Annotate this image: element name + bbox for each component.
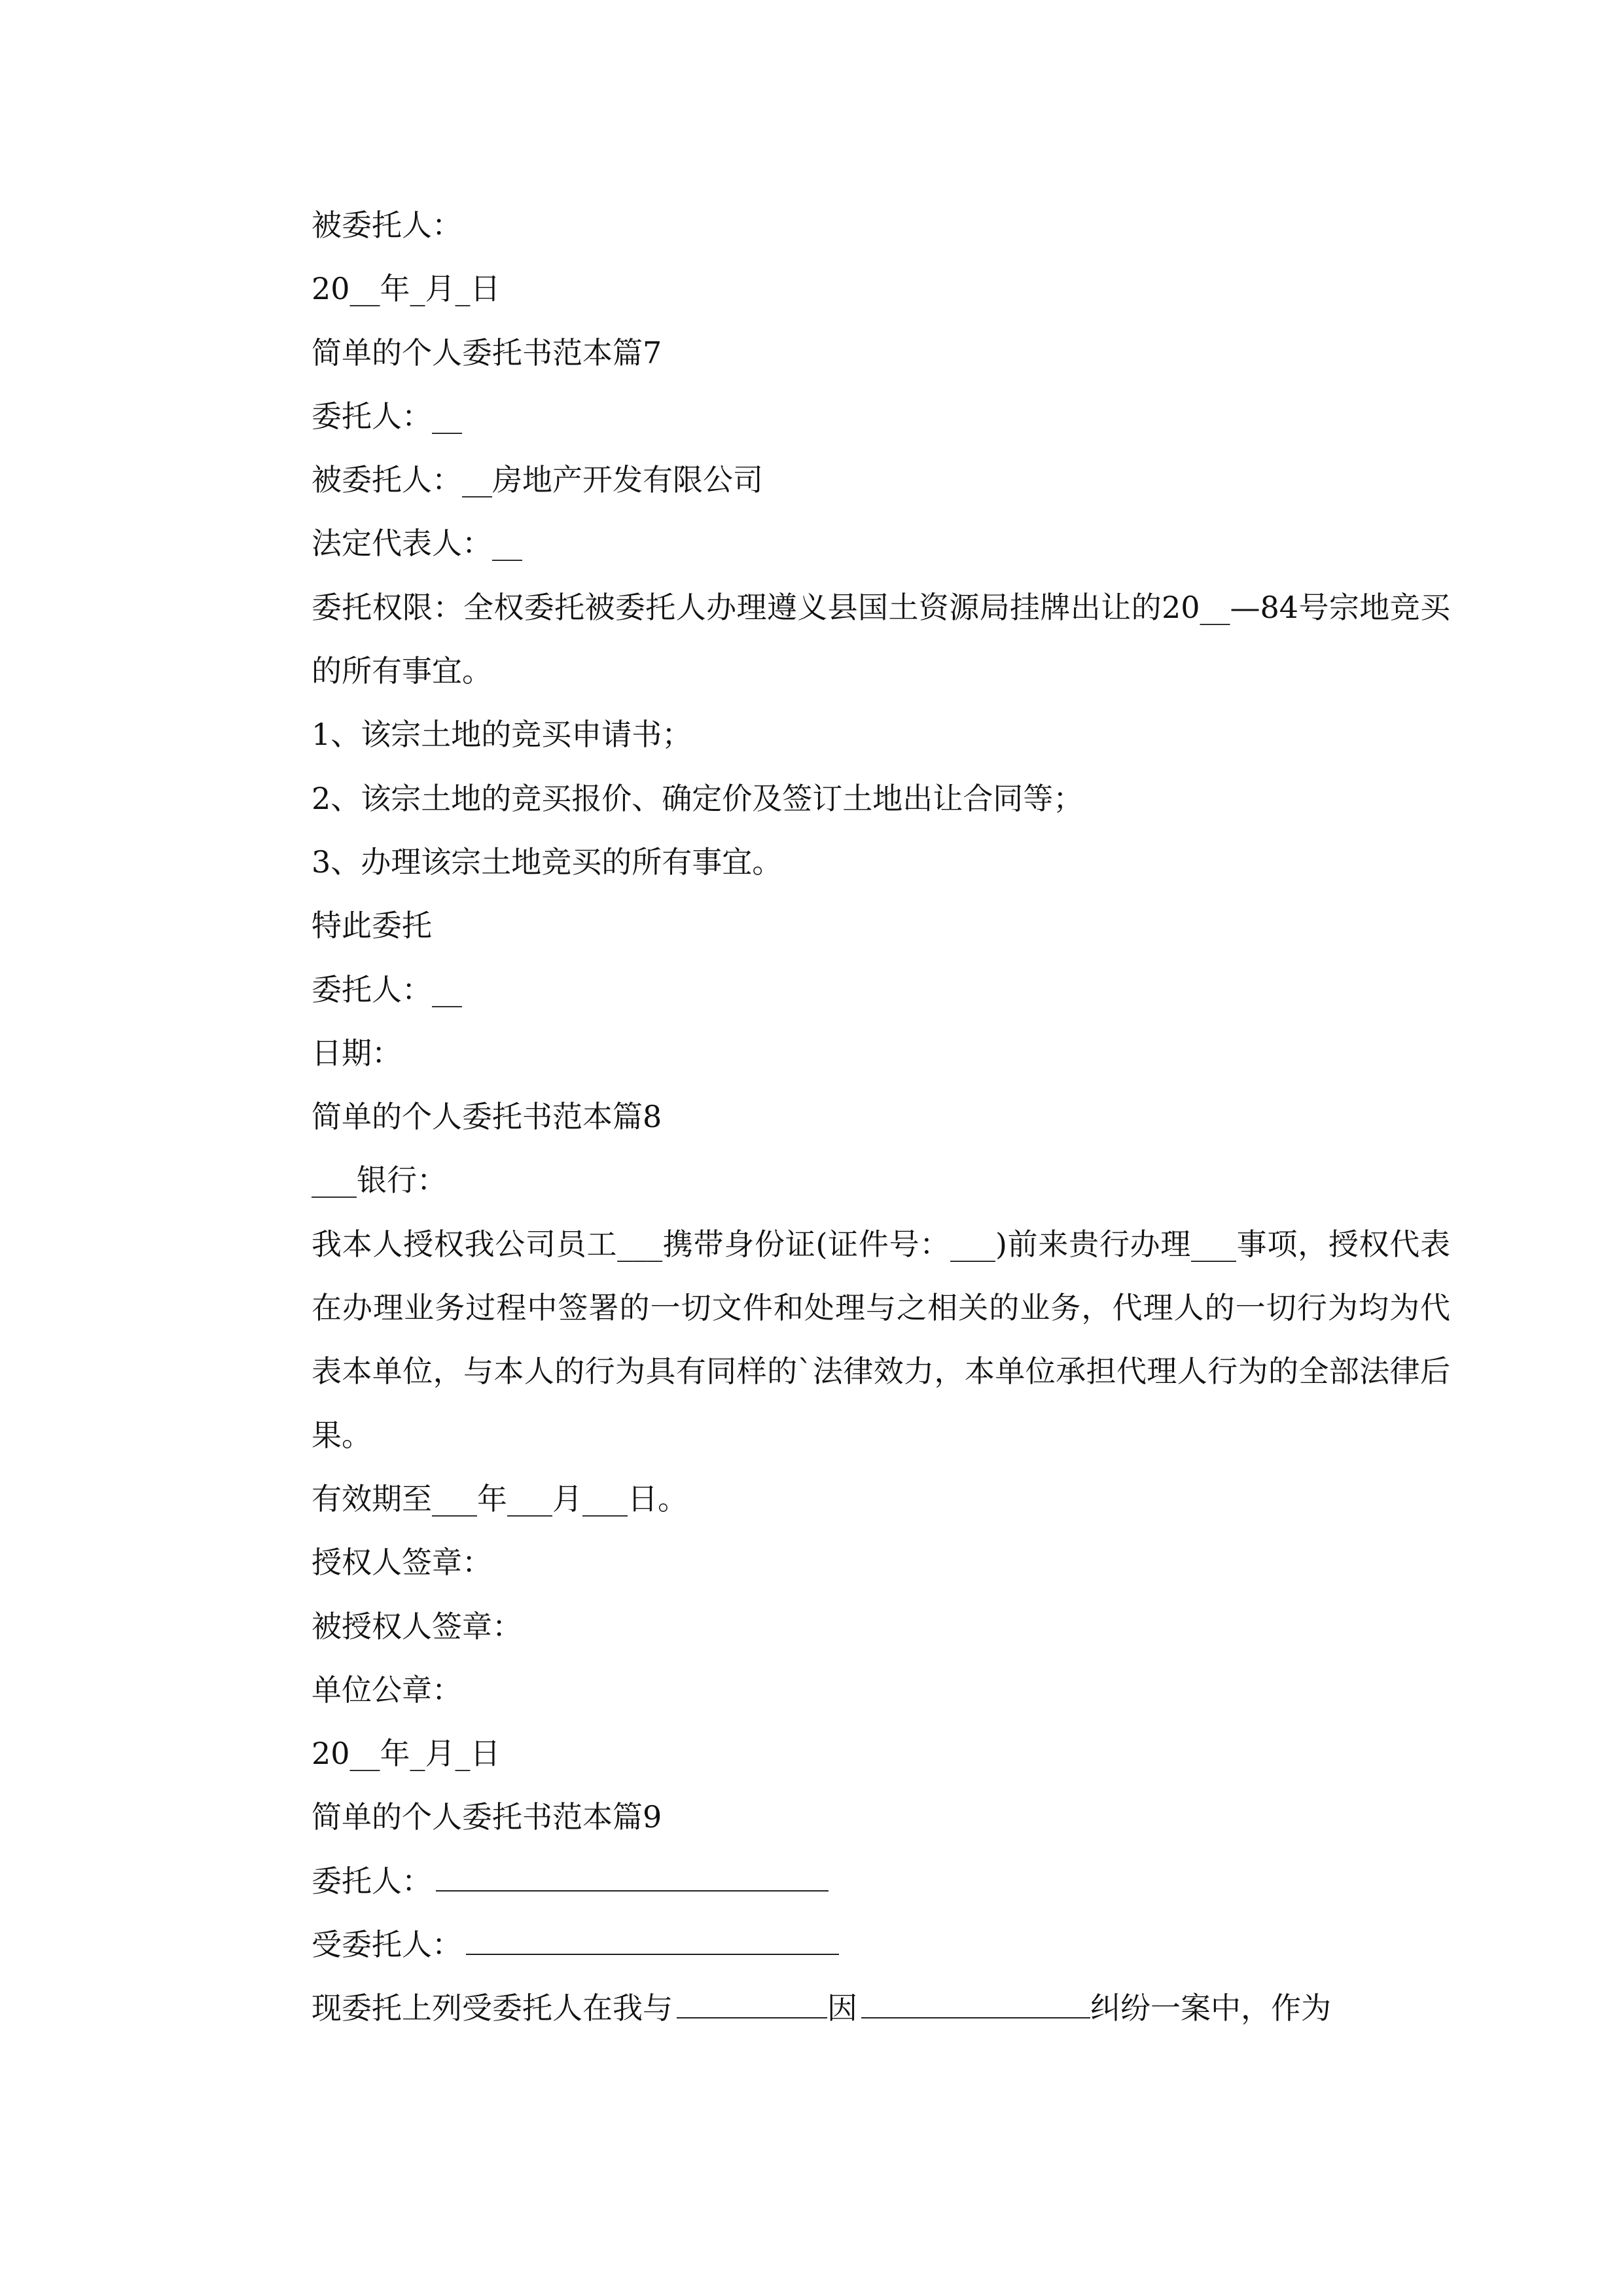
document-body bbox=[246, 194, 1450, 2041]
authorizer-signature-line: 授权人签章： bbox=[312, 1545, 492, 1581]
scope-item-1: 1、该宗土地的竞买申请书； bbox=[312, 717, 692, 753]
date-line-2: 20__年_月_日 bbox=[312, 1736, 501, 1772]
company-seal-line: 单位公章： bbox=[312, 1672, 462, 1708]
section-heading-7: 简单的个人委托书范本篇7 bbox=[312, 334, 662, 370]
bank-addressee-line: ___银行： bbox=[312, 1162, 447, 1198]
trustee-company-line: 被委托人：__房地产开发有限公司 bbox=[312, 462, 763, 498]
authorized-signature-line: 被授权人签章： bbox=[312, 1608, 522, 1644]
principal-blank bbox=[436, 1860, 829, 1892]
legal-representative-line: 法定代表人：__ bbox=[312, 526, 522, 562]
date-label-line: 日期： bbox=[312, 1035, 402, 1071]
principal-label: 委托人： bbox=[312, 1863, 432, 1899]
case-statement-start: 现委托上列受委托人在我与 bbox=[312, 1990, 673, 2026]
agent-label: 受委托人： bbox=[312, 1927, 462, 1963]
counterparty-blank bbox=[677, 1987, 827, 2018]
agent-blank-line bbox=[246, 1913, 1385, 1977]
principal-blank-line bbox=[246, 1850, 1385, 1913]
case-statement-because: 因 bbox=[827, 1990, 857, 2026]
case-statement-end: 纠纷一案中，作为 bbox=[1090, 1990, 1331, 2026]
principal-signature-line: 委托人：__ bbox=[312, 971, 462, 1007]
authorization-scope-paragraph: 委托权限：全权委托被委托人办理遵义县国土资源局挂牌出让的20__—84号宗地竞买的所有事宜。 bbox=[312, 589, 1450, 689]
agent-blank bbox=[466, 1924, 839, 1955]
dispute-blank bbox=[861, 1987, 1090, 2018]
scope-item-2: 2、该宗土地的竞买报价、确定价及签订土地出让合同等； bbox=[312, 780, 1084, 816]
date-line: 20__年_月_日 bbox=[312, 271, 501, 307]
bank-authorization-paragraph: 我本人授权我公司员工___携带身份证(证件号：___)前来贵行办理___事项，授权代表在办理业务过程中签署的一切文件和处理与之相关的业务，代理人的一切行为均为代表本单位，与本人的行为具有同样的`法律效力，本单位承担代理人行为的全部法律后果。 bbox=[312, 1226, 1450, 1453]
section-heading-8: 简单的个人委托书范本篇8 bbox=[312, 1099, 662, 1135]
scope-item-3: 3、办理该宗土地竞买的所有事宜。 bbox=[312, 844, 783, 880]
section-heading-9: 简单的个人委托书范本篇9 bbox=[312, 1799, 662, 1835]
validity-line: 有效期至___年___月___日。 bbox=[312, 1480, 688, 1516]
case-statement-line bbox=[246, 1977, 1385, 2040]
hereby-entrust-line: 特此委托 bbox=[312, 908, 432, 944]
principal-line: 委托人：__ bbox=[312, 398, 462, 434]
trustee-label-line: 被委托人： bbox=[312, 207, 462, 243]
